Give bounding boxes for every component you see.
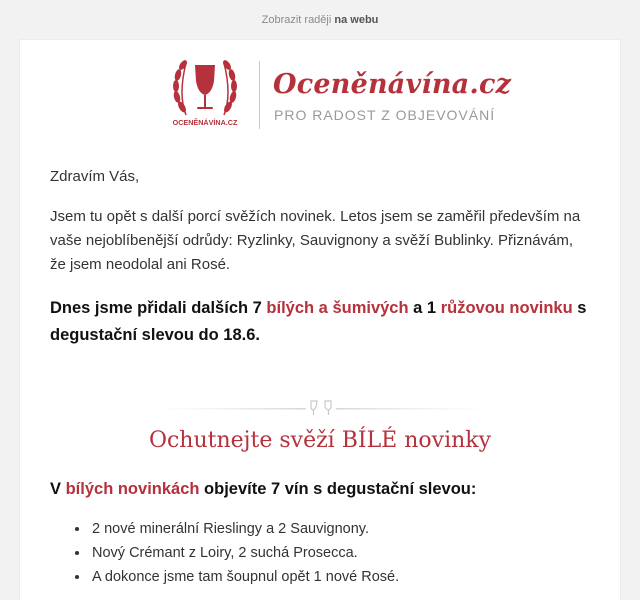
list-item: • Nový Crémant z Loiry, 2 suchá Prosecca. [90, 541, 399, 565]
highlight-text-1: Dnes jsme přidali dalších 7 [50, 299, 267, 317]
email-header [20, 55, 620, 140]
wine-glass-laurel-logo-icon[interactable] [168, 55, 242, 135]
subheading-suffix: objevíte 7 vín s degustační slevou: [199, 480, 477, 498]
greeting: Zdravím Vás, [50, 168, 140, 185]
logo-divider [259, 61, 260, 129]
view-in-browser-bar [0, 0, 640, 40]
highlight-text-2: a 1 [408, 299, 441, 317]
brand-tagline: PRO RADOST Z OBJEVOVÁNÍ [274, 107, 496, 123]
brand-name[interactable]: Oceněnávína.cz [273, 69, 512, 100]
email-body [20, 40, 620, 600]
white-sparkling-link[interactable]: bílých a šumivých [266, 299, 409, 317]
list-item: • A dokonce jsme tam šoupnul opět 1 nové Rosé. [90, 565, 399, 589]
highlight-text-3: s degustační slevou do 18.6. [50, 299, 587, 344]
section-heading: Ochutnejte svěží BÍLÉ novinky [148, 428, 492, 453]
glasses-divider-icon [156, 395, 486, 419]
novelty-list [72, 517, 399, 589]
rose-novelty-link[interactable]: růžovou novinku [440, 299, 573, 317]
logo-emblem-text: OCENĚNÁVÍNA.CZ [172, 118, 238, 127]
list-item: • 2 nové minerální Rieslingy a 2 Sauvignony. [90, 517, 399, 541]
view-in-browser-text: Zobrazit raději [261, 14, 332, 26]
white-novelties-link[interactable]: bílých novinkách [65, 480, 200, 498]
subheading-prefix: V [50, 480, 66, 498]
white-novelties-subheading [50, 480, 476, 499]
intro-paragraph: Jsem tu opět s další porcí svěžích novinek. Letos jsem se zaměřil především na vaše nejoblíbenější odrůdy: Ryzlinky, Sauvignony a svěží Bublinky. Přiznávám, že jsem neodolal ani Rosé. [50, 208, 581, 273]
view-on-web-link[interactable]: na webu [334, 14, 379, 26]
highlight-paragraph [50, 295, 595, 349]
